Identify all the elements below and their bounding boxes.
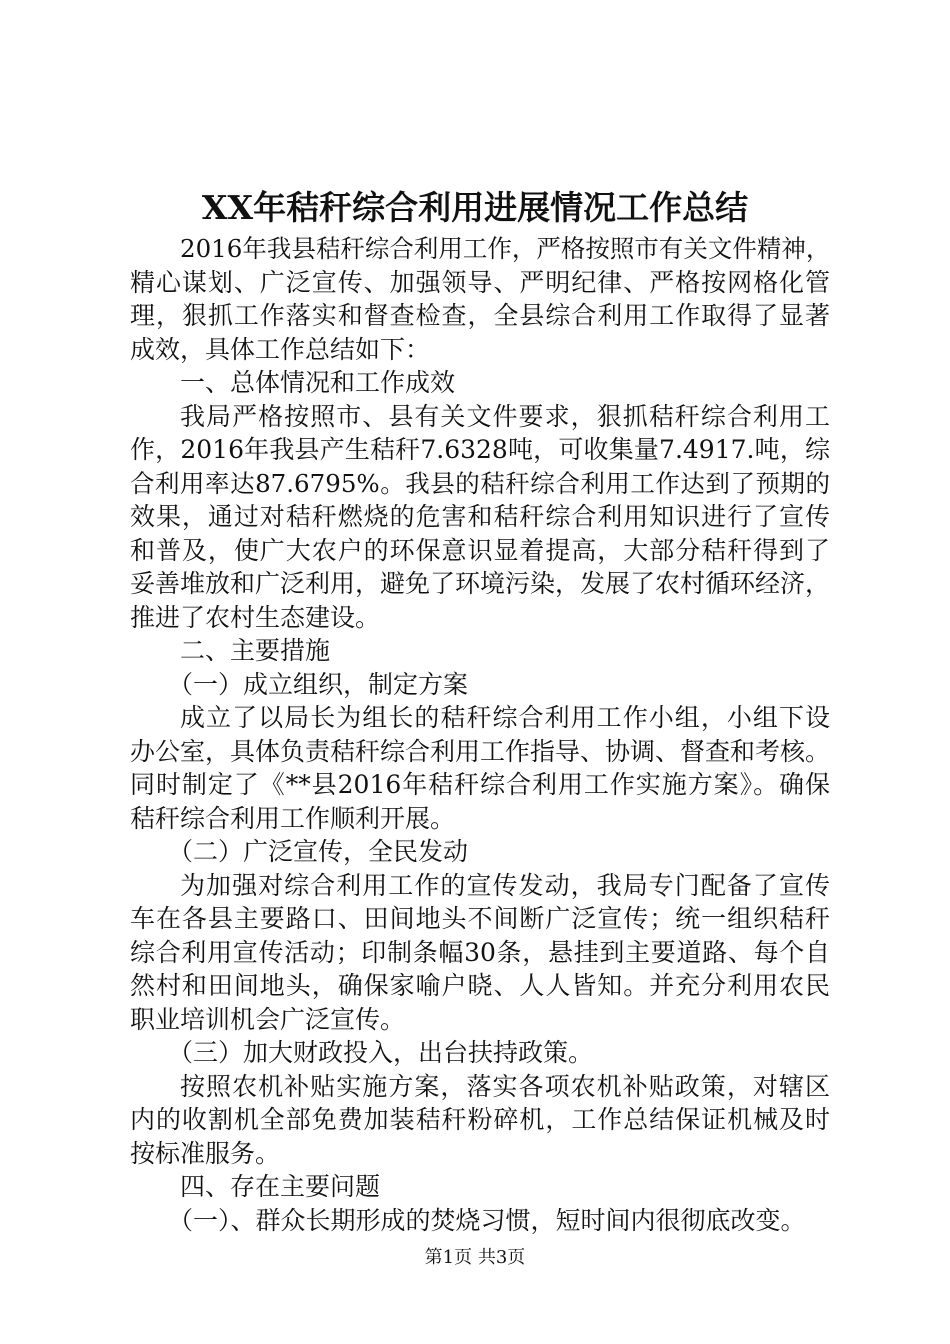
subsection-heading: （一）、群众长期形成的焚烧习惯，短时间内很彻底改变。 <box>168 1205 806 1235</box>
subsection-heading: （二）广泛宣传，全民发动 <box>168 837 469 866</box>
paragraph-line: 精心谋划、广泛宣传、加强领导、严明纪律、严格按网格化管 <box>130 267 830 297</box>
paragraph-line: 推进了农村生态建设。 <box>130 602 381 632</box>
paragraph-line: 按照农机补贴实施方案，落实各项农机补贴政策，对辖区 <box>180 1071 830 1101</box>
paragraph-line: 职业培训机会广泛宣传。 <box>130 1004 406 1034</box>
document-title: XX年秸秆综合利用进展情况工作总结 <box>201 188 749 227</box>
paragraph-line: 成立了以局长为组长的秸秆综合利用工作小组，小组下设 <box>180 703 830 732</box>
section-heading: 一、总体情况和工作成效 <box>180 368 456 397</box>
paragraph-line: 效果，通过对秸秆燃烧的危害和秸秆综合利用知识进行了宣传 <box>130 502 830 531</box>
paragraph-line: 作，2016年我县产生秸秆7.6328吨，可收集量7.4917.吨，综 <box>130 435 830 464</box>
paragraph-line: 合利用率达87.6795%。我县的秸秆综合利用工作达到了预期的 <box>130 468 830 498</box>
paragraph-line: 办公室，具体负责秸秆综合利用工作指导、协调、督查和考核。 <box>130 736 831 766</box>
paragraph-line: 成效，具体工作总结如下： <box>130 334 431 364</box>
paragraph-line: 按标准服务。 <box>130 1138 281 1168</box>
paragraph-line: 同时制定了《**县2016年秸秆综合利用工作实施方案》。确保 <box>130 770 830 799</box>
page-footer: 第1页 共3页 <box>424 1247 526 1268</box>
paragraph-line: 然村和田间地头，确保家喻户晓、人人皆知。并充分利用农民 <box>130 971 830 1000</box>
paragraph-line: 我局严格按照市、县有关文件要求，狠抓秸秆综合利用工 <box>180 401 830 431</box>
paragraph-line: 妥善堆放和广泛利用，避免了环境污染，发展了农村循环经济， <box>130 569 831 598</box>
subsection-heading: （三）加大财政投入，出台扶持政策。 <box>168 1038 594 1067</box>
paragraph-line: 内的收割机全部免费加装秸秆粉碎机，工作总结保证机械及时 <box>130 1105 830 1134</box>
paragraph-line: 综合利用宣传活动；印制条幅30条，悬挂到主要道路、每个自 <box>130 937 830 967</box>
paragraph-line: 理，狠抓工作落实和督查检查，全县综合利用工作取得了显著 <box>130 301 830 330</box>
document-body <box>130 232 830 1237</box>
subsection-heading: （一）成立组织，制定方案 <box>168 669 469 699</box>
paragraph-line: 和普及，使广大农户的环保意识显着提高，大部分秸秆得到了 <box>130 535 830 565</box>
paragraph-line: 秸秆综合利用工作顺利开展。 <box>130 803 456 833</box>
paragraph-line: 为加强对综合利用工作的宣传发动，我局专门配备了宣传 <box>180 870 830 900</box>
paragraph-line: 车在各县主要路口、田间地头不间断广泛宣传；统一组织秸秆 <box>130 904 830 933</box>
paragraph-line: 2016年我县秸秆综合利用工作，严格按照市有关文件精神， <box>180 234 831 263</box>
section-heading: 二、主要措施 <box>180 636 331 665</box>
section-heading: 四、存在主要问题 <box>180 1172 381 1201</box>
